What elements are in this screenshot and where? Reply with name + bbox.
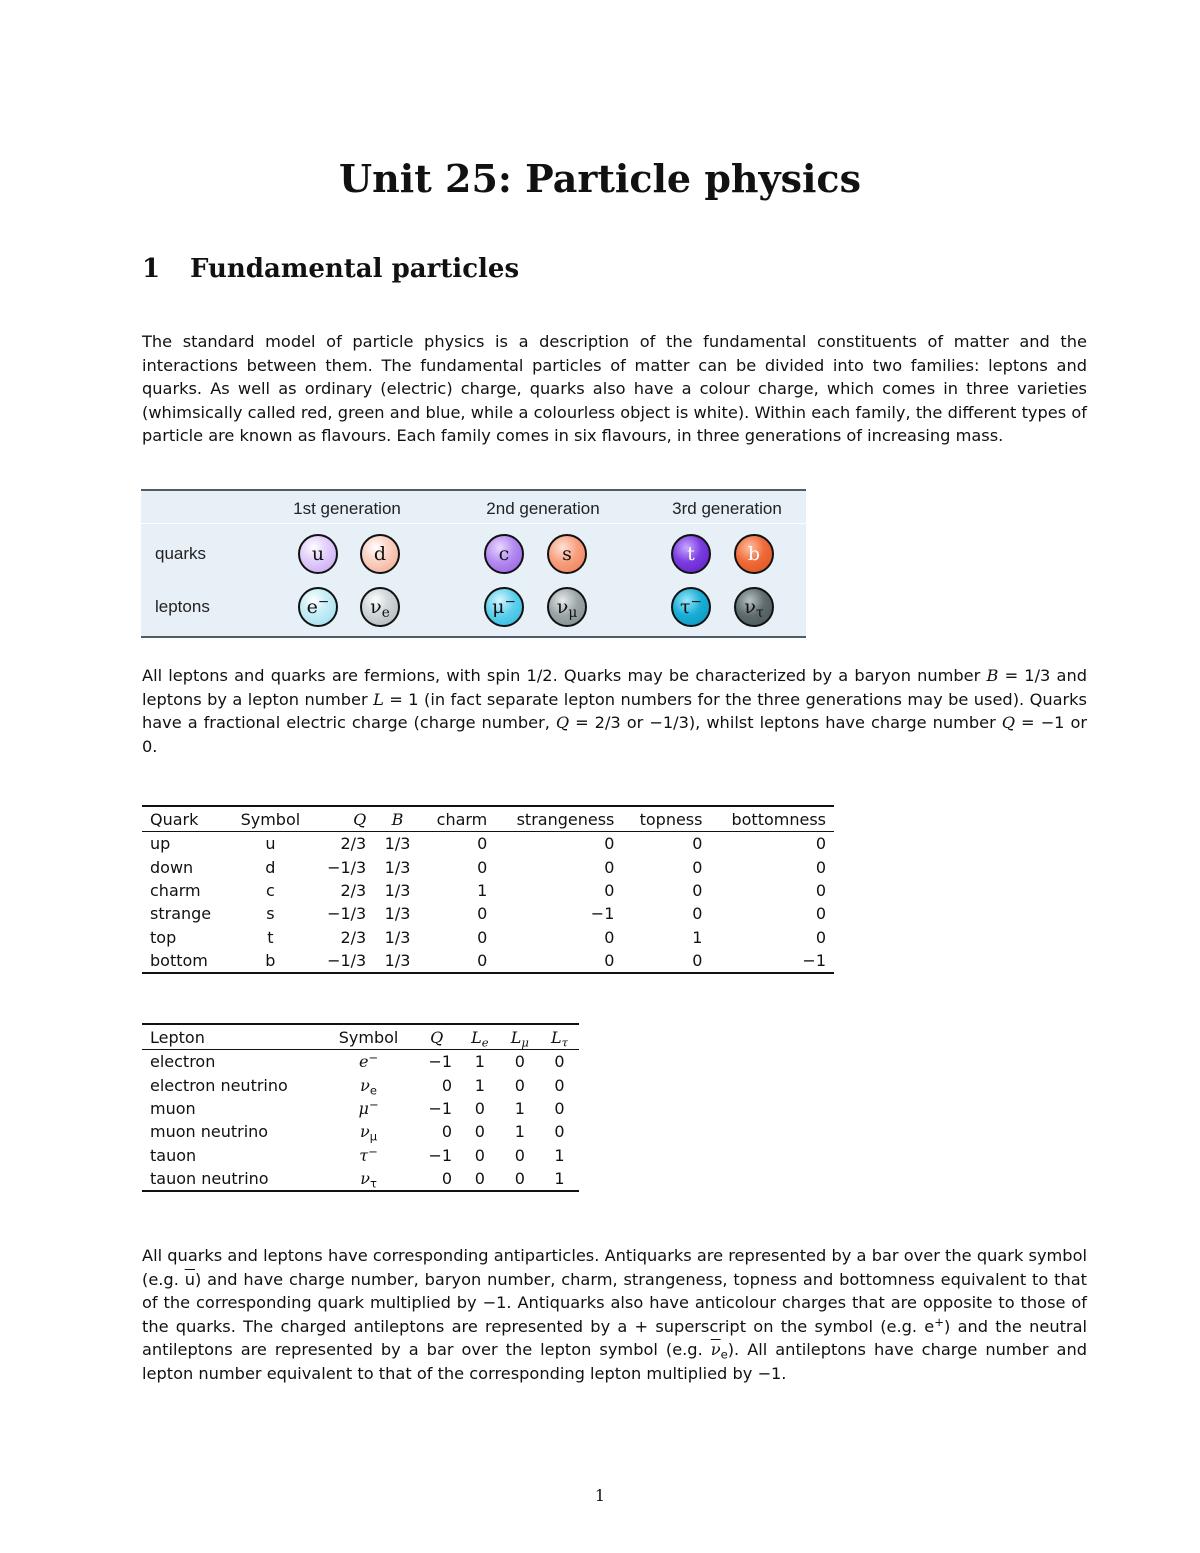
- generation-label-2: 2nd generation: [486, 499, 600, 518]
- column-header: Lepton: [142, 1024, 324, 1050]
- table-row: [142, 1167, 579, 1191]
- ball-label: u: [311, 543, 325, 565]
- column-header: topness: [622, 806, 710, 832]
- table-cell: 1/3: [384, 857, 411, 877]
- table-cell: 1: [474, 1075, 485, 1095]
- table-cell: 1: [477, 880, 488, 900]
- ball-label: $\nu_e$: [370, 596, 390, 622]
- table-cell: 0: [474, 1098, 485, 1118]
- table-cell: b: [265, 951, 276, 971]
- table-cell: τ−: [359, 1144, 378, 1165]
- table-cell: up: [150, 834, 171, 854]
- table-cell: −1/3: [327, 904, 367, 924]
- table-row: [142, 879, 834, 902]
- table-cell: 1: [514, 1098, 525, 1118]
- intro-paragraph: The standard model of particle physics is a description of the fundamental constituents of matter and the interactions between them. The fundamental particles of matter can be divided into two families: leptons and quarks. As well as ordinary (electric) charge, quarks also have a colour charge, which comes in three varieties (whimsically called red, green and blue, while a colourless object is white). Within each family, the different types of particle are known as flavours. Each family comes in six flavours, in three generations of increasing mass.: [142, 332, 1087, 446]
- table-cell: tauon neutrino: [150, 1169, 269, 1189]
- table-cell: $\nu_\mu$: [360, 1122, 378, 1144]
- bottom-quark-ball: [734, 534, 774, 574]
- table-cell: 0: [441, 1169, 453, 1189]
- table-cell: 0: [692, 880, 703, 900]
- table-cell: muon neutrino: [150, 1122, 269, 1142]
- electron-ball: [298, 587, 338, 627]
- table-cell: u: [265, 834, 276, 854]
- charm-quark-ball: [484, 534, 524, 574]
- table-row: [142, 832, 834, 856]
- fermion-paragraph: All leptons and quarks are fermions, with spin 1/2. Quarks may be characterized by a baryon number B = 1/3 and leptons by a lepton number L = 1 (in fact separate lepton numbers for the three generations may be used). Quarks have a fractional electric charge (charge number, Q = 2/3 or −1/3), whilst leptons have charge number Q = −1 or 0.: [142, 666, 1088, 756]
- table-row: [142, 1144, 579, 1167]
- table-cell: 0: [477, 951, 488, 971]
- table-cell: tauon: [150, 1145, 197, 1165]
- column-header: strangeness: [495, 806, 622, 832]
- table-row: [142, 1073, 579, 1096]
- ball-label: d: [373, 543, 387, 565]
- table-cell: 1/3: [384, 951, 411, 971]
- section-title: Fundamental particles: [190, 254, 520, 284]
- table-header-row: [142, 1024, 579, 1050]
- ball-label: c: [498, 543, 510, 565]
- strange-quark-ball: [547, 534, 587, 574]
- tauon-neutrino-ball: [734, 587, 774, 627]
- table-cell: d: [265, 857, 276, 877]
- table-cell: strange: [150, 904, 212, 924]
- table-header-row: [142, 806, 834, 832]
- table-cell: −1: [428, 1098, 453, 1118]
- table-cell: −1/3: [327, 951, 367, 971]
- table-cell: $\nu_\tau$: [360, 1169, 377, 1191]
- table-cell: 0: [815, 857, 826, 877]
- table-row: [142, 926, 834, 949]
- table-cell: top: [150, 927, 177, 947]
- column-header: Quark: [142, 806, 228, 832]
- table-cell: e−: [359, 1050, 379, 1072]
- table-cell: 0: [554, 1075, 565, 1095]
- table-cell: 0: [477, 857, 488, 877]
- ball-label: t: [687, 543, 695, 565]
- table-cell: −1: [802, 951, 826, 971]
- table-cell: 1: [692, 927, 703, 947]
- table-cell: 0: [477, 904, 488, 924]
- table-cell: 1/3: [384, 880, 411, 900]
- antiparticle-paragraph: All quarks and leptons have corresponding antiparticles. Antiquarks are represented by a bar over the quark symbol (e.g. $\overline{u}$) and have charge number, baryon number, charm, strangeness, topness and bottomness equivalent to that of the corresponding quark multiplied by −1. Antiquarks also have anticolour charges that are opposite to those of the quarks. The charged antileptons are represented by a + superscript on the symbol (e.g. e+) and the neutral antileptons are represented by a bar over the lepton symbol (e.g. $\overline{\nu}_e$). All antileptons have charge number and lepton number equivalent to that of the corresponding lepton multiplied by −1.: [142, 1246, 1088, 1383]
- generation-label-1: 1st generation: [293, 499, 401, 518]
- table-cell: 0: [604, 834, 615, 854]
- ball-label: $\nu_\mu$: [556, 596, 578, 622]
- ball-label: $\nu_\tau$: [744, 596, 764, 622]
- ball-label: b: [747, 543, 761, 565]
- table-cell: $\nu_e$: [360, 1075, 377, 1098]
- column-header: charm: [421, 806, 495, 832]
- ball-label: τ−: [680, 594, 702, 618]
- table-cell: −1: [590, 904, 615, 924]
- table-cell: 1/3: [384, 834, 411, 854]
- table-cell: 0: [815, 880, 826, 900]
- column-header: B: [374, 806, 421, 832]
- ball-label: s: [562, 543, 572, 565]
- section-heading: [142, 254, 519, 284]
- table-cell: t: [267, 927, 274, 947]
- table-row: [142, 1097, 579, 1120]
- table-cell: 0: [604, 927, 615, 947]
- table-cell: 0: [514, 1052, 525, 1072]
- table-cell: charm: [150, 880, 201, 900]
- table-cell: 0: [604, 857, 615, 877]
- table-cell: s: [266, 904, 275, 924]
- table-cell: c: [265, 880, 275, 900]
- table-cell: 2/3: [340, 880, 367, 900]
- table-cell: 0: [514, 1145, 525, 1165]
- muon-ball: [484, 587, 524, 627]
- table-cell: 0: [514, 1169, 525, 1189]
- column-header: Q: [413, 1024, 460, 1050]
- column-header: $L_e$: [460, 1024, 500, 1050]
- quark-table: [142, 805, 834, 974]
- table-cell: 1/3: [384, 904, 411, 924]
- table-row: [142, 855, 834, 878]
- table-cell: 0: [474, 1122, 485, 1142]
- table-cell: 0: [554, 1098, 565, 1118]
- table-cell: 2/3: [340, 927, 367, 947]
- table-cell: 0: [692, 904, 703, 924]
- table-cell: down: [150, 857, 194, 877]
- up-quark-ball: [298, 534, 338, 574]
- table-cell: 0: [815, 834, 826, 854]
- column-header: Q: [313, 806, 375, 832]
- table-cell: 0: [604, 951, 615, 971]
- row-label-quarks: quarks: [155, 544, 207, 563]
- page-number: 1: [594, 1486, 606, 1505]
- tauon-ball: [671, 587, 711, 627]
- table-row: [142, 949, 834, 973]
- table-cell: 2/3: [340, 834, 367, 854]
- table-row: [142, 902, 834, 925]
- generation-label-3: 3rd generation: [672, 499, 782, 518]
- electron-neutrino-ball: [360, 587, 400, 627]
- table-cell: 0: [815, 904, 826, 924]
- column-header: Symbol: [324, 1024, 413, 1050]
- table-cell: muon: [150, 1098, 196, 1118]
- table-cell: 0: [692, 834, 703, 854]
- table-cell: 1: [554, 1169, 565, 1189]
- table-cell: −1: [428, 1052, 453, 1072]
- table-cell: 0: [441, 1075, 453, 1095]
- table-cell: 1: [474, 1052, 485, 1072]
- lepton-table: [142, 1023, 579, 1192]
- muon-neutrino-ball: [547, 587, 587, 627]
- column-header: $L_\tau$: [540, 1024, 579, 1050]
- table-cell: bottom: [150, 951, 208, 971]
- table-cell: 0: [815, 927, 826, 947]
- table-cell: μ−: [358, 1097, 379, 1118]
- row-label-leptons: leptons: [155, 597, 210, 616]
- table-cell: 0: [554, 1052, 565, 1072]
- table-cell: 0: [477, 834, 488, 854]
- down-quark-ball: [360, 534, 400, 574]
- table-cell: 0: [441, 1122, 453, 1142]
- section-number: 1: [142, 254, 161, 284]
- table-cell: 0: [692, 951, 703, 971]
- table-row: [142, 1120, 579, 1143]
- table-cell: 0: [474, 1145, 485, 1165]
- ball-label: e−: [306, 594, 330, 618]
- table-cell: −1: [428, 1145, 453, 1165]
- table-cell: 0: [474, 1169, 485, 1189]
- particle-generations-figure: [141, 489, 806, 638]
- table-cell: 0: [692, 857, 703, 877]
- table-row: [142, 1050, 579, 1074]
- column-header: Symbol: [228, 806, 312, 832]
- table-cell: 0: [554, 1122, 565, 1142]
- table-cell: 1: [514, 1122, 525, 1142]
- table-cell: electron: [150, 1052, 216, 1072]
- column-header: bottomness: [710, 806, 834, 832]
- table-cell: 0: [477, 927, 488, 947]
- table-cell: 1: [554, 1145, 565, 1165]
- top-quark-ball: [671, 534, 711, 574]
- table-cell: electron neutrino: [150, 1075, 288, 1095]
- table-cell: −1/3: [327, 857, 367, 877]
- table-cell: 1/3: [384, 927, 411, 947]
- table-cell: 0: [514, 1075, 525, 1095]
- page-title: Unit 25: Particle physics: [339, 156, 861, 201]
- column-header: $L_\mu$: [500, 1024, 540, 1050]
- figure-header: [141, 491, 806, 524]
- table-cell: 0: [604, 880, 615, 900]
- ball-label: μ−: [492, 594, 516, 618]
